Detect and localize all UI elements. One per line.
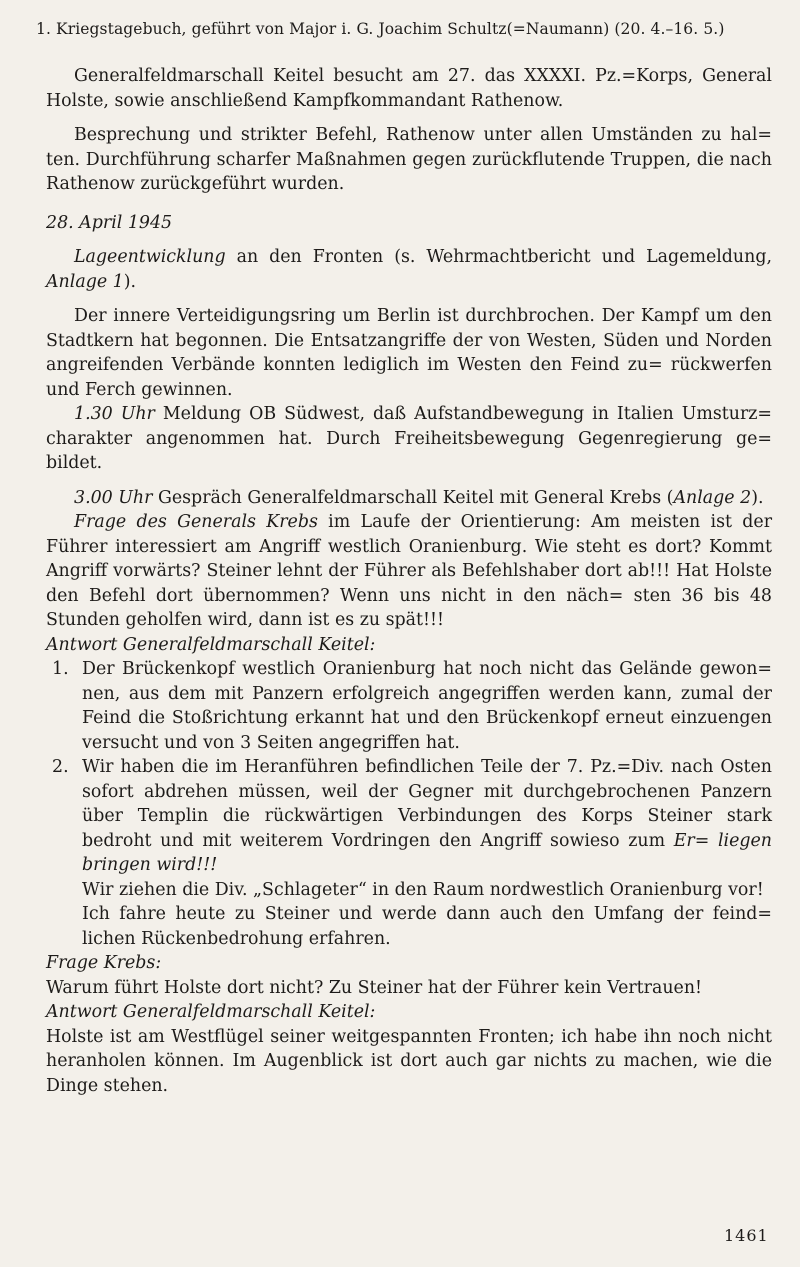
antwort-label-2: Antwort Generalfeldmarschall Keitel: bbox=[46, 1002, 376, 1022]
antwort-label-1: Antwort Generalfeldmarschall Keitel: bbox=[46, 634, 376, 655]
antwort-text-2: Holste ist am Westflügel seiner weitgespannten Fronten; ich habe ihn noch nicht heranholen können. Im Augenblick ist dort auch gar nichts zu machen, wie die Dinge stehen. bbox=[46, 1026, 772, 1096]
entry-0300-text: Gespräch Generalfeldmarschall Keitel mit General Krebs ( bbox=[152, 487, 674, 508]
lage-anlage-ref: Anlage 1 bbox=[46, 271, 124, 292]
entry-0130 bbox=[46, 402, 772, 476]
entry-0300 bbox=[46, 486, 772, 511]
list-item-number: 2. bbox=[52, 757, 69, 777]
list-item-text-italic: Er= liegen bringen wird!!! bbox=[82, 830, 772, 875]
frage-krebs-1-text: im Laufe der Orientierung: Am meisten ist der Führer interessiert am Angriff westlich Oranienburg. Wie steht es dort? Kommt Angriff vorwärts? Steiner lehnt der Führer als Befehlshaber dort ab!!! Hat Holste den Befehl dort übernommen? Wenn uns nicht in den näch= sten 36 bis 48 Stunden geholfen wird, dann ist es zu spät!!! bbox=[46, 512, 773, 630]
running-head: 1. Kriegstagebuch, geführt von Major i. G. Joachim Schultz(=Naumann) (20. 4.–16. 5.) bbox=[36, 20, 725, 38]
frage-krebs-1-label: Frage des Generals Krebs bbox=[74, 512, 318, 532]
list-item bbox=[46, 755, 772, 951]
list-item-text-main: Wir haben die im Heranführen befindlichen Teile der 7. Pz.=Div. nach Osten sofort abdrehen müssen, weil der Gegner mit durchgebrochenen Panzern über Templin die rückwärtigen Verbindungen des Korps Steiner stark bedroht und mit weiterem Vordringen den Angriff sowieso zum bbox=[82, 757, 772, 851]
lage-text-1: an den Fronten (s. Wehrmachtbericht und Lagemeldung, bbox=[225, 247, 772, 267]
date-heading: 28. April 1945 bbox=[46, 212, 173, 233]
paragraph-keitel-visit: Generalfeldmarschall Keitel besucht am 27. das XXXXI. Pz.=Korps, General Holste, sowie anschließend Kampfkommandant Rathenow. bbox=[46, 66, 772, 111]
entry-0300-anlage-ref: Anlage 2 bbox=[673, 487, 752, 508]
frage-krebs-2-text: Warum führt Holste dort nicht? Zu Steiner hat der Führer kein Vertrauen! bbox=[46, 977, 703, 998]
paragraph-lageentwicklung bbox=[46, 245, 772, 294]
list-item-subparagraph: Ich fahre heute zu Steiner und werde dann auch den Umfang der feind= lichen Rückenbedrohung erfahren. bbox=[82, 904, 772, 949]
lage-label: Lageentwicklung bbox=[74, 247, 226, 267]
paragraph-berlin: Der innere Verteidigungsring um Berlin ist durchbrochen. Der Kampf um den Stadtkern hat begonnen. Die Entsatzangriffe der von Westen, Süden und Norden angreifenden Verbände konnten lediglich im Westen den Feind zu= rückwerfen und Ferch gewinnen. bbox=[46, 306, 772, 400]
paragraph-rathenow-order: Besprechung und strikter Befehl, Rathenow unter allen Umständen zu hal= ten. Durchführung scharfer Maßnahmen gegen zurückflutende Truppen, die nach Rathenow zurückgeführt wurden. bbox=[46, 125, 772, 194]
frage-krebs-2-label: Frage Krebs: bbox=[46, 953, 162, 973]
entry-0300-time: 3.00 Uhr bbox=[74, 487, 153, 508]
list-item bbox=[46, 657, 772, 755]
list-item-text bbox=[82, 755, 772, 878]
entry-0300-text-2: ). bbox=[751, 487, 764, 508]
entry-0130-text: Meldung OB Südwest, daß Aufstandbewegung in Italien Umsturz= charakter angenommen hat. Durch Freiheitsbewegung Gegenregierung ge= bildet. bbox=[46, 404, 773, 473]
entry-0130-time: 1.30 Uhr bbox=[74, 404, 155, 424]
body-text bbox=[46, 64, 772, 1098]
list-item-text: Der Brückenkopf westlich Oranienburg hat noch nicht das Gelände gewon= nen, aus dem mit Panzern erfolgreich angegriffen werden kann, zumal der Feind die Stoßrichtung erkannt hat und den Brückenkopf erneut einzuengen versucht und von 3 Seiten angegriffen hat. bbox=[82, 659, 772, 753]
paragraph-frage-krebs-1 bbox=[46, 510, 772, 633]
list-item-number: 1. bbox=[52, 659, 69, 679]
answer-list bbox=[46, 657, 772, 951]
list-item-subparagraph: Wir ziehen die Div. „Schlageter“ in den Raum nordwestlich Oranienburg vor! bbox=[82, 879, 764, 900]
page-number: 1461 bbox=[724, 1226, 769, 1245]
lage-text-2: ). bbox=[123, 271, 137, 292]
